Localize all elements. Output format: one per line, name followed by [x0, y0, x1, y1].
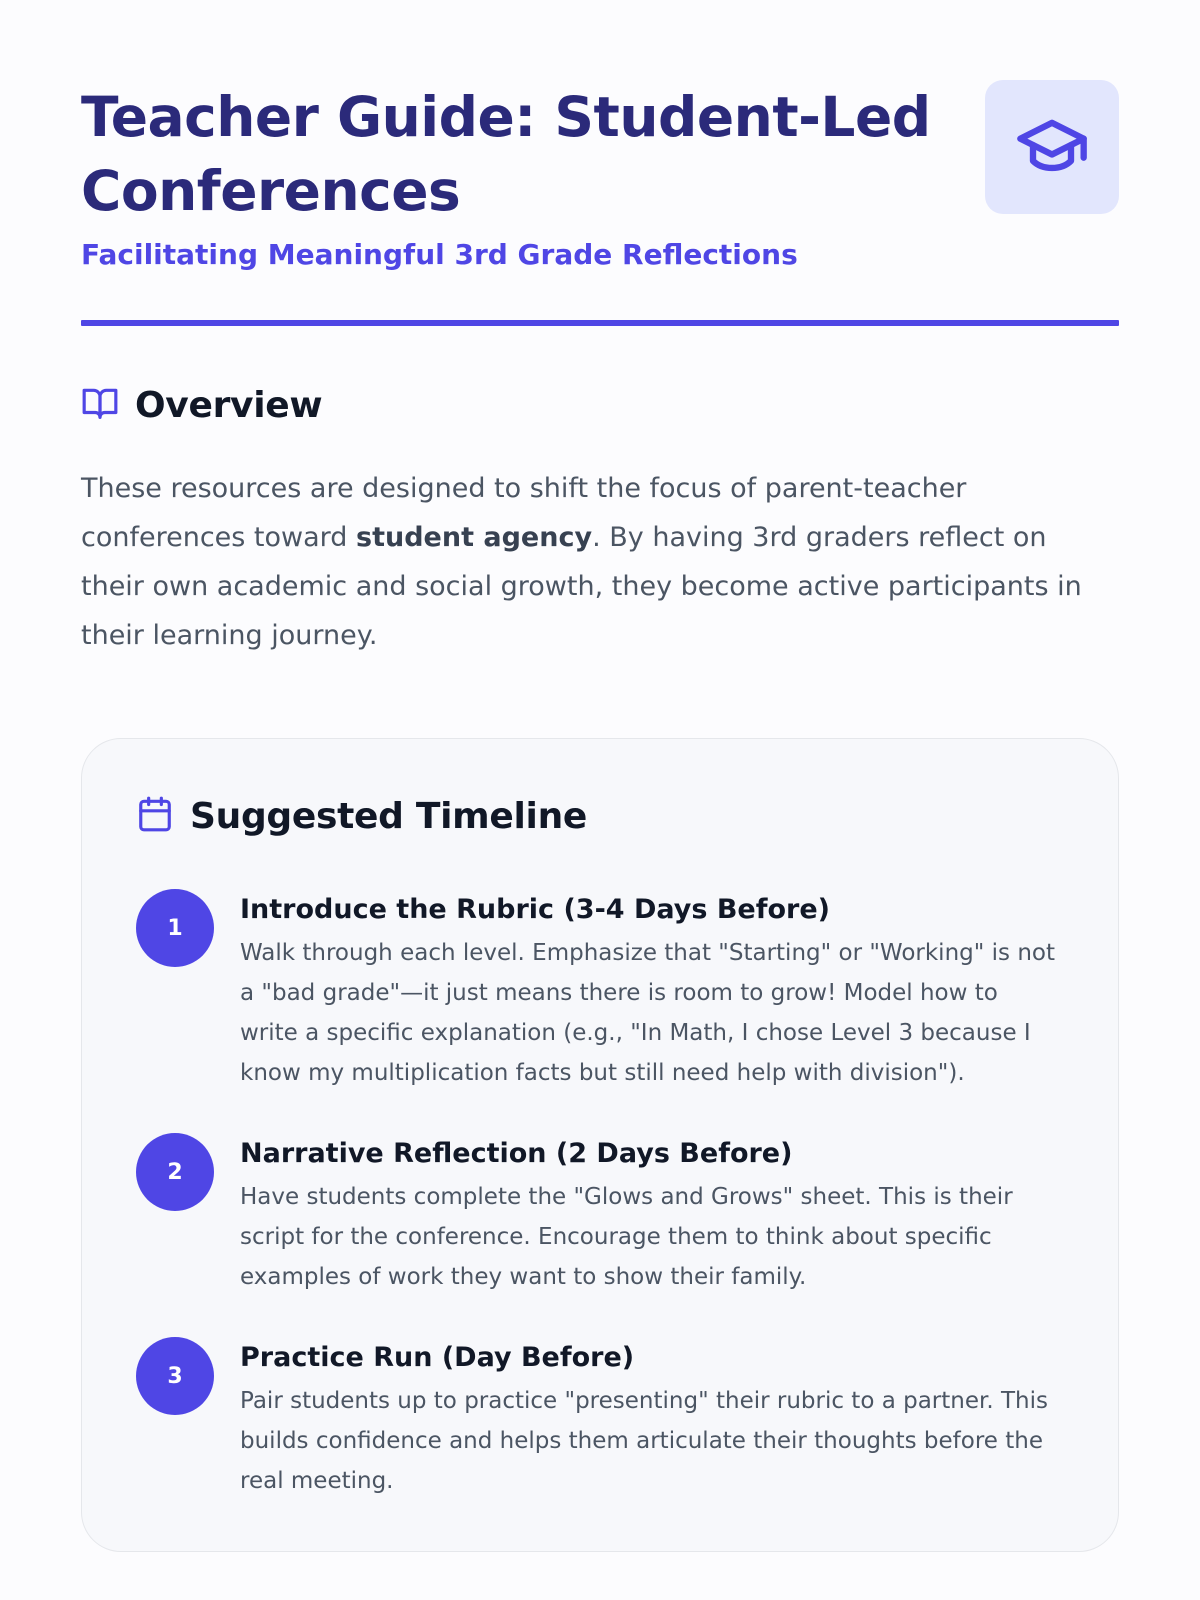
step-description: Pair students up to practice "presenting" their rubric to a partner. This builds confidence and helps them articulate their thoughts before the real meeting.	[240, 1388, 1048, 1494]
step-description: Walk through each level. Emphasize that "Starting" or "Working" is not a "bad grade"—it just means there is room to grow! Model how to write a specific explanation (e.g., "In Math, I chose Level 3 because I know my multiplication facts but still need help with division").	[240, 940, 1055, 1086]
step-body	[240, 1133, 1060, 1297]
page-subtitle: Facilitating Meaningful 3rd Grade Reflections	[81, 238, 798, 271]
logo-badge	[985, 80, 1119, 214]
overview-text-start: These resources are designed to shift the focus of parent-teacher conferences toward	[81, 473, 967, 553]
timeline-heading	[136, 795, 1064, 837]
header-divider	[81, 320, 1119, 326]
step-title: Introduce the Rubric (3-4 Days Before)	[240, 894, 831, 925]
step-body	[240, 889, 1060, 1093]
step-number-badge: 1	[136, 889, 214, 967]
timeline-card	[81, 738, 1119, 1552]
timeline-step	[136, 1337, 1064, 1501]
timeline-steps	[136, 889, 1064, 1501]
open-book-icon	[81, 384, 119, 426]
calendar-icon	[136, 795, 174, 837]
timeline-step	[136, 889, 1064, 1093]
overview-text-end: . By having 3rd graders reflect on their own academic and social growth, they become active participants in their learning journey.	[81, 522, 1082, 651]
overview-paragraph	[81, 464, 1101, 660]
step-title: Practice Run (Day Before)	[240, 1342, 635, 1373]
step-number-badge: 2	[136, 1133, 214, 1211]
timeline-step	[136, 1133, 1064, 1297]
graduation-cap-icon	[1014, 107, 1090, 187]
timeline-title: Suggested Timeline	[190, 795, 588, 837]
step-description: Have students complete the "Glows and Grows" sheet. This is their script for the conference. Encourage them to think about specific examples of work they want to show their family.	[240, 1184, 1013, 1290]
page-header	[81, 80, 1119, 272]
overview-title: Overview	[135, 384, 323, 426]
step-title: Narrative Reflection (2 Days Before)	[240, 1138, 793, 1169]
overview-text-emphasis: student agency	[356, 522, 593, 553]
overview-heading	[81, 384, 1119, 426]
page-title: Teacher Guide: Student-Led Conferences	[81, 85, 931, 223]
step-number-badge: 3	[136, 1337, 214, 1415]
step-body	[240, 1337, 1060, 1501]
